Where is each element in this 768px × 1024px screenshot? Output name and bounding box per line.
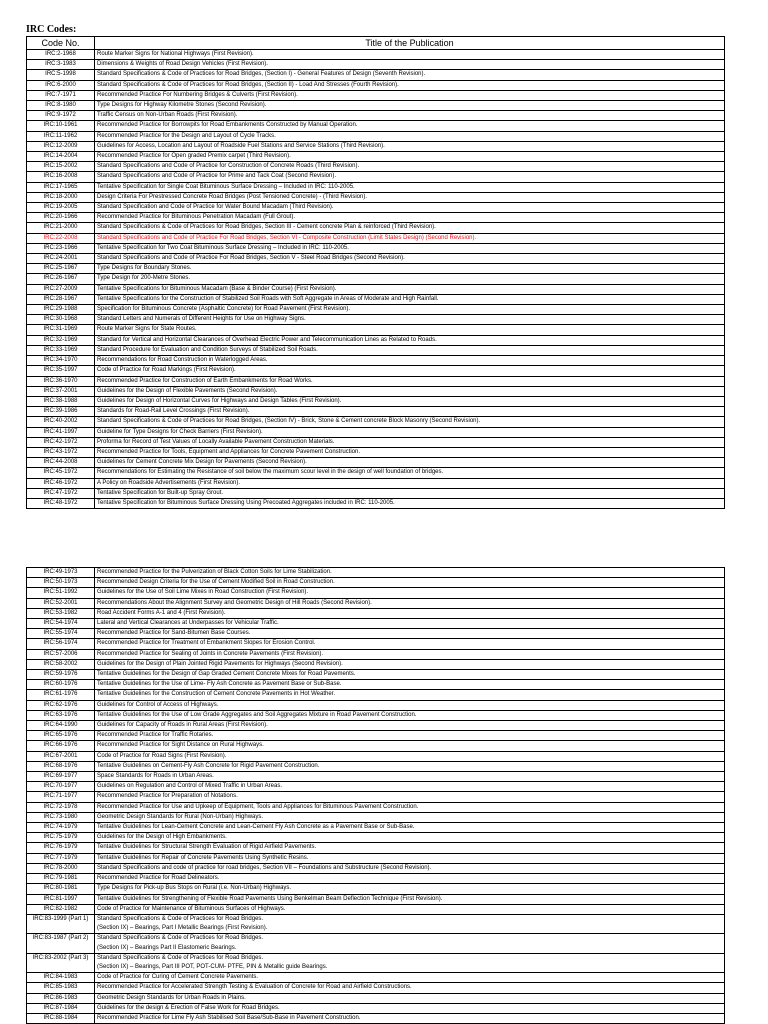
code-cell: IRC:8-1980 xyxy=(27,101,95,111)
code-cell: IRC:58-2002 xyxy=(27,659,95,669)
code-cell: IRC:47-1972 xyxy=(27,488,95,498)
table-row xyxy=(27,121,725,131)
table-row xyxy=(27,874,725,884)
title-cell: Geometric Design Standards for Rural (Non-Urban) Highways. xyxy=(95,812,725,822)
table-row xyxy=(27,131,725,141)
code-cell: IRC:12-2009 xyxy=(27,141,95,151)
code-cell: IRC:72-1978 xyxy=(27,802,95,812)
code-cell: IRC:67-2001 xyxy=(27,751,95,761)
table-row xyxy=(27,101,725,111)
title-cell: Guidelines for the design & Erection of False Work for Road Bridges. xyxy=(95,1003,725,1013)
code-cell: IRC:83-1999 (Part 1) xyxy=(27,914,95,933)
title-cell: Standard for Vertical and Horizontal Clearances of Overhead Electric Power and Telecommunication Lines as Related to Roads. xyxy=(95,335,725,345)
title-cell: Recommended Practice for Road Delineators. xyxy=(95,874,725,884)
table-row xyxy=(27,823,725,833)
table-row xyxy=(27,152,725,162)
title-cell: Recommended Practice For Numbering Bridges & Culverts (First Revision). xyxy=(95,90,725,100)
code-cell: IRC:76-1979 xyxy=(27,843,95,853)
title-cell: Tentative Specification for Bituminous Surface Dressing Using Precoated Aggregates included in IRC: 110-2005. xyxy=(95,498,725,508)
table-row xyxy=(27,223,725,233)
table-row xyxy=(27,812,725,822)
title-line: Standard Specifications & Code of Practices for Road Bridges. xyxy=(97,915,264,922)
title-cell: Recommended Practice for Tools, Equipment and Appliances for Concrete Pavement Construction. xyxy=(95,447,725,457)
title-cell: Tentative Guidelines for the Design of Gap Graded Cement Concrete Mixes for Road Pavements. xyxy=(95,670,725,680)
code-cell: IRC:40-2002 xyxy=(27,417,95,427)
code-cell: IRC:19-2005 xyxy=(27,203,95,213)
table-row xyxy=(27,254,725,264)
code-cell: IRC:49-1973 xyxy=(27,568,95,578)
table-row xyxy=(27,80,725,90)
title-cell: Geometric Design Standards for Urban Roads in Plains. xyxy=(95,993,725,1003)
title-cell: Proforma for Record of Test Values of Locally Available Pavement Construction Materials. xyxy=(95,437,725,447)
table-row xyxy=(27,833,725,843)
code-cell: IRC:30-1968 xyxy=(27,315,95,325)
code-cell: IRC:42-1972 xyxy=(27,437,95,447)
title-cell: Standard Specifications and Code of Practice For Road Bridges, Section V - Steel Road Bridges (Second Revision). xyxy=(95,254,725,264)
code-cell: IRC:69-1977 xyxy=(27,772,95,782)
code-cell: IRC:57-2006 xyxy=(27,649,95,659)
code-cell: IRC:60-1976 xyxy=(27,680,95,690)
code-cell: IRC:70-1977 xyxy=(27,782,95,792)
table-row xyxy=(27,731,725,741)
table-row xyxy=(27,305,725,315)
code-cell: IRC:62-1976 xyxy=(27,700,95,710)
title-cell: Tentative Guidelines for the Use of Lime- Fly Ash Concrete as Pavement Base or Sub-Base. xyxy=(95,680,725,690)
title-cell: Tentative Specification for Single Coat Bituminous Surface Dressing – Included in IRC: 110-2005. xyxy=(95,182,725,192)
table-row xyxy=(27,315,725,325)
irc-codes-table-1 xyxy=(26,36,725,509)
code-cell: IRC:7-1971 xyxy=(27,90,95,100)
table-row xyxy=(27,376,725,386)
code-cell: IRC:79-1981 xyxy=(27,874,95,884)
code-cell: IRC:71-1977 xyxy=(27,792,95,802)
title-cell: Tentative Specification for Built-up Spray Grout. xyxy=(95,488,725,498)
code-cell: IRC:52-2001 xyxy=(27,598,95,608)
table-row xyxy=(27,608,725,618)
table-row xyxy=(27,973,725,983)
title-cell: Type Designs for Pick-up Bus Stops on Rural (i.e. Non-Urban) Highways. xyxy=(95,884,725,894)
table-row xyxy=(27,953,725,972)
code-cell: IRC:50-1973 xyxy=(27,578,95,588)
table-row xyxy=(27,233,725,243)
table-header-row xyxy=(27,37,725,50)
table-row xyxy=(27,294,725,304)
table-row xyxy=(27,721,725,731)
title-cell: Recommended Practice for Lime Fly Ash Stabilised Soil Base/Sub-Base in Pavement Construction. xyxy=(95,1013,725,1023)
table-row xyxy=(27,356,725,366)
code-cell: IRC:88-1984 xyxy=(27,1013,95,1023)
title-cell: Tentative Guidelines for Repair of Concrete Pavements Using Synthetic Resins. xyxy=(95,853,725,863)
title-line: Standard Specifications & Code of Practices for Road Bridges. xyxy=(97,935,264,942)
table-row xyxy=(27,843,725,853)
code-cell: IRC:39-1986 xyxy=(27,407,95,417)
table-row xyxy=(27,761,725,771)
title-cell xyxy=(95,934,725,953)
title-cell: Lateral and Vertical Clearances at Underpasses for Vehicular Traffic. xyxy=(95,619,725,629)
table-row xyxy=(27,690,725,700)
title-column-header: Title of the Publication xyxy=(95,37,725,50)
table-row xyxy=(27,700,725,710)
table-row xyxy=(27,325,725,335)
title-cell: Dimensions & Weights of Road Design Vehicles (First Revision). xyxy=(95,60,725,70)
table-row xyxy=(27,162,725,172)
code-cell: IRC:18-2000 xyxy=(27,192,95,202)
title-cell: Standard Procedure for Evaluation and Condition Surveys of Stabilized Soil Roads. xyxy=(95,345,725,355)
table-row xyxy=(27,345,725,355)
code-cell: IRC:46-1972 xyxy=(27,478,95,488)
title-cell: Road Accident Forms A-1 and 4 (First Revision). xyxy=(95,608,725,618)
table-row xyxy=(27,792,725,802)
table-row xyxy=(27,335,725,345)
table-row xyxy=(27,853,725,863)
table-row xyxy=(27,659,725,669)
title-cell: Specification for Bituminous Concrete (Asphaltic Concrete) for Road Pavement (First Revision). xyxy=(95,305,725,315)
code-cell: IRC:26-1967 xyxy=(27,274,95,284)
code-cell: IRC:51-1992 xyxy=(27,588,95,598)
title-cell: Guidelines for Cement Concrete Mix Design for Pavements (Second Revision). xyxy=(95,458,725,468)
table-row xyxy=(27,447,725,457)
code-cell: IRC:59-1976 xyxy=(27,670,95,680)
title-cell: Recommended Design Criteria for the Use of Cement Modified Soil in Road Construction. xyxy=(95,578,725,588)
table-row xyxy=(27,983,725,993)
code-cell: IRC:31-1969 xyxy=(27,325,95,335)
code-cell: IRC:54-1974 xyxy=(27,619,95,629)
title-cell: Recommended Practice for Treatment of Embankment Slopes for Erosion Control. xyxy=(95,639,725,649)
code-cell: IRC:55-1974 xyxy=(27,629,95,639)
table-row xyxy=(27,478,725,488)
code-cell: IRC:85-1983 xyxy=(27,983,95,993)
title-cell: Recommended Practice for the Design and Layout of Cycle Tracks. xyxy=(95,131,725,141)
code-cell: IRC:87-1984 xyxy=(27,1003,95,1013)
title-cell: Standard Letters and Numerals of Different Heights for Use on Highway Signs. xyxy=(95,315,725,325)
title-cell: Route Marker Signs for State Routes. xyxy=(95,325,725,335)
table-row xyxy=(27,50,725,60)
title-cell: Guidelines for the Design of Plain Jointed Rigid Pavements for Highways (Second Revision). xyxy=(95,659,725,669)
code-cell: IRC:23-1966 xyxy=(27,243,95,253)
title-cell: Recommended Practice for Sand-Bitumen Base Courses. xyxy=(95,629,725,639)
title-cell: Standard Specifications & Code of Practices for Road Bridges, (Section II) - Load And Stresses (Fourth Revision). xyxy=(95,80,725,90)
table-row xyxy=(27,417,725,427)
title-cell: Recommended Practice for Accelerated Strength Testing & Evaluation of Concrete for Road and Airfield Constructions. xyxy=(95,983,725,993)
title-line: Standard Specifications & Code of Practices for Road Bridges. xyxy=(97,954,264,961)
table-row xyxy=(27,894,725,904)
code-cell: IRC:16-2008 xyxy=(27,172,95,182)
title-cell: Type Design for 200-Metre Stones. xyxy=(95,274,725,284)
table-row xyxy=(27,386,725,396)
title-cell: Standard Specifications & Code of Practices for Road Bridges, (Section I) - General Features of Design (Seventh Revision). xyxy=(95,70,725,80)
table-row xyxy=(27,993,725,1003)
table-row xyxy=(27,172,725,182)
title-cell: Design Criteria For Prestressed Concrete Road Bridges (Post Tensioned Concrete) - (Third Revision). xyxy=(95,192,725,202)
title-cell: Recommended Practice for Borrowpits for Road Embankments Constructed by Manual Operation. xyxy=(95,121,725,131)
table-row xyxy=(27,192,725,202)
title-cell: Recommended Practice for Traffic Rotaries. xyxy=(95,731,725,741)
code-cell: IRC:29-1988 xyxy=(27,305,95,315)
table-row xyxy=(27,458,725,468)
table-row xyxy=(27,680,725,690)
code-cell: IRC:45-1972 xyxy=(27,468,95,478)
table-row xyxy=(27,619,725,629)
table-row xyxy=(27,884,725,894)
code-cell: IRC:33-1969 xyxy=(27,345,95,355)
code-cell: IRC:86-1983 xyxy=(27,993,95,1003)
table-row xyxy=(27,284,725,294)
title-line: (Section IX) – Bearings, Part I Metallic Bearings (First Revision). xyxy=(97,925,268,932)
title-cell: Guidelines for Design of Horizontal Curves for Highways and Design Tables (First Revision). xyxy=(95,396,725,406)
title-cell: Tentative Guidelines for Lean-Cement Concrete and Lean-Cement Fly Ash Concrete as a Pavement Base or Sub-Base. xyxy=(95,823,725,833)
table-row xyxy=(27,90,725,100)
code-cell: IRC:21-2000 xyxy=(27,223,95,233)
table-row xyxy=(27,904,725,914)
table-row xyxy=(27,588,725,598)
title-cell: Recommended Practice for Construction of Earth Embankments for Road Works. xyxy=(95,376,725,386)
table-row xyxy=(27,639,725,649)
title-cell: Type Designs for Highway Kilometre Stones (Second Revision). xyxy=(95,101,725,111)
title-cell: Recommended Practice for Open graded Premix carpet (Third Revision). xyxy=(95,152,725,162)
code-cell: IRC:9-1972 xyxy=(27,111,95,121)
title-cell xyxy=(95,953,725,972)
table-row xyxy=(27,488,725,498)
title-cell: Tentative Specifications for the Construction of Stabilized Soil Roads with Soft Aggregate in Areas of Moderate and High Rainfall. xyxy=(95,294,725,304)
code-cell: IRC:22-2008 xyxy=(27,233,95,243)
title-cell: Guidelines for Control of Access of Highways. xyxy=(95,700,725,710)
title-cell: Route Marker Signs for National Highways (First Revision). xyxy=(95,50,725,60)
title-cell: Recommended Practice for Sealing of Joints in Concrete Pavements (First Revision). xyxy=(95,649,725,659)
title-cell: Recommendations for Estimating the Resistance of soil below the maximum scour level in the design of well foundation of bridges. xyxy=(95,468,725,478)
title-cell: Recommended Practice for Bituminous Penetration Macadam (Full Grout). xyxy=(95,213,725,223)
title-cell: Guideline for Type Designs for Check Barriers (First Revision). xyxy=(95,427,725,437)
code-cell: IRC:78-2000 xyxy=(27,863,95,873)
code-cell: IRC:36-1970 xyxy=(27,376,95,386)
table-row xyxy=(27,934,725,953)
code-cell: IRC:17-1965 xyxy=(27,182,95,192)
code-cell: IRC:3-1983 xyxy=(27,60,95,70)
title-cell: Tentative Guidelines on Cement-Fly Ash Concrete for Rigid Pavement Construction. xyxy=(95,761,725,771)
table-row xyxy=(27,629,725,639)
table-row xyxy=(27,427,725,437)
code-cell: IRC:14-2004 xyxy=(27,152,95,162)
table-row xyxy=(27,182,725,192)
code-cell: IRC:63-1976 xyxy=(27,710,95,720)
code-cell: IRC:56-1974 xyxy=(27,639,95,649)
table-row xyxy=(27,396,725,406)
title-cell: Guidelines for the Design of High Embankments. xyxy=(95,833,725,843)
title-cell: Tentative Specifications for Bituminous Macadam (Base & Binder Course) (First Revision). xyxy=(95,284,725,294)
table-row xyxy=(27,407,725,417)
title-cell: Standard Specification and Code of Practice for Water Bound Macadam (Third Revision). xyxy=(95,203,725,213)
code-cell: IRC:61-1976 xyxy=(27,690,95,700)
table-row xyxy=(27,598,725,608)
code-cell: IRC:83-2002 (Part 3) xyxy=(27,953,95,972)
title-cell: Code of Practice for Road Signs (First Revision). xyxy=(95,751,725,761)
code-cell: IRC:10-1961 xyxy=(27,121,95,131)
code-cell: IRC:81-1997 xyxy=(27,894,95,904)
code-cell: IRC:77-1979 xyxy=(27,853,95,863)
code-cell: IRC:28-1967 xyxy=(27,294,95,304)
title-cell: Recommendations About the Alignment Survey and Geometric Design of Hill Roads (Second Revision). xyxy=(95,598,725,608)
code-column-header: Code No. xyxy=(27,37,95,50)
code-cell: IRC:73-1980 xyxy=(27,812,95,822)
table-row xyxy=(27,498,725,508)
irc-codes-table-2 xyxy=(26,567,725,1024)
code-cell: IRC:34-1970 xyxy=(27,356,95,366)
title-cell: Standard Specifications and Code of Practice for Prime and Tack Coat (Second Revision). xyxy=(95,172,725,182)
table-row xyxy=(27,203,725,213)
title-cell: Tentative Guidelines for the Construction of Cement Concrete Pavements in Hot Weather. xyxy=(95,690,725,700)
title-cell: Standard Specifications and Code of Practice For Road Bridges, Section VI - Composite Construction (Limit States Design) (Second Revision). xyxy=(95,233,725,243)
table-row xyxy=(27,70,725,80)
title-cell: Guidelines for the Use of Soil Lime Mixes in Road Construction (First Revision). xyxy=(95,588,725,598)
title-cell: Guidelines on Regulation and Control of Mixed Traffic in Urban Areas. xyxy=(95,782,725,792)
title-cell: Code of Practice for Maintenance of Bituminous Surfaces of Highways. xyxy=(95,904,725,914)
code-cell: IRC:41-1997 xyxy=(27,427,95,437)
table-row xyxy=(27,649,725,659)
code-cell: IRC:83-1987 (Part 2) xyxy=(27,934,95,953)
code-cell: IRC:5-1998 xyxy=(27,70,95,80)
code-cell: IRC:27-2009 xyxy=(27,284,95,294)
title-cell: Guidelines for the Design of Flexible Pavements (Second Revision). xyxy=(95,386,725,396)
table-row xyxy=(27,772,725,782)
page-heading: IRC Codes: xyxy=(26,24,77,35)
code-cell: IRC:20-1966 xyxy=(27,213,95,223)
code-cell: IRC:75-1979 xyxy=(27,833,95,843)
title-cell: Guidelines for Capacity of Roads in Rural Areas (First Revision). xyxy=(95,721,725,731)
code-cell: IRC:35-1997 xyxy=(27,366,95,376)
code-cell: IRC:37-2001 xyxy=(27,386,95,396)
table-row xyxy=(27,243,725,253)
code-cell: IRC:64-1990 xyxy=(27,721,95,731)
table-row xyxy=(27,213,725,223)
title-cell: Standard Specifications & Code of Practices for Road Bridges, (Section IV) - Brick, Stone & Cement concrete Block Masonry (Second Revision). xyxy=(95,417,725,427)
table-row xyxy=(27,578,725,588)
title-cell: Tentative Guidelines for Strengthening of Flexible Road Pavements Using Benkelman Beam Deflection Technique (First Revision). xyxy=(95,894,725,904)
code-cell: IRC:82-1982 xyxy=(27,904,95,914)
title-cell: Standard Specifications and code of practice for road bridges, Section VII – Foundations and Substructure (Second Revision). xyxy=(95,863,725,873)
title-cell xyxy=(95,914,725,933)
title-cell: Space Standards for Roads in Urban Areas. xyxy=(95,772,725,782)
title-cell: Tentative Guidelines for the Use of Low Grade Aggregates and Soil Aggregates Mixture in Road Pavement Construction. xyxy=(95,710,725,720)
title-line: (Section IX) – Bearings, Part III POT, POT-CUM- PTFE, PIN & Metallic guide Bearings. xyxy=(97,963,328,970)
table-row xyxy=(27,264,725,274)
title-cell: Recommended Practice for Sight Distance on Rural Highways. xyxy=(95,741,725,751)
table-row xyxy=(27,111,725,121)
code-cell: IRC:24-2001 xyxy=(27,254,95,264)
code-cell: IRC:48-1972 xyxy=(27,498,95,508)
code-cell: IRC:53-1982 xyxy=(27,608,95,618)
code-cell: IRC:25-1967 xyxy=(27,264,95,274)
code-cell: IRC:74-1979 xyxy=(27,823,95,833)
table-row xyxy=(27,1003,725,1013)
table-row xyxy=(27,468,725,478)
title-cell: Recommended Practice for Preparation of Notations. xyxy=(95,792,725,802)
table-row xyxy=(27,802,725,812)
table-row xyxy=(27,782,725,792)
code-cell: IRC:11-1962 xyxy=(27,131,95,141)
table-row xyxy=(27,710,725,720)
title-cell: Guidelines for Access, Location and Layout of Roadside Fuel Stations and Service Stations (Third Revision). xyxy=(95,141,725,151)
code-cell: IRC:6-2000 xyxy=(27,80,95,90)
table-row xyxy=(27,141,725,151)
table-row xyxy=(27,741,725,751)
title-cell: Tentative Specification for Two Coat Bituminous Surface Dressing – Included in IRC: 110-2005. xyxy=(95,243,725,253)
code-cell: IRC:15-2002 xyxy=(27,162,95,172)
title-cell: Code of Practice for Curing of Cement Concrete Pavements. xyxy=(95,973,725,983)
title-cell: Traffic Census on Non-Urban Roads (First Revision). xyxy=(95,111,725,121)
table-row xyxy=(27,670,725,680)
table-row xyxy=(27,751,725,761)
code-cell: IRC:2-1968 xyxy=(27,50,95,60)
title-cell: Tentative Guidelines for Structural Strength Evaluation of Rigid Airfield Pavements. xyxy=(95,843,725,853)
code-cell: IRC:80-1981 xyxy=(27,884,95,894)
title-cell: Standard Specifications & Code of Practices for Road Bridges, Section III - Cement concrete Plan & reinforced (Third Revision). xyxy=(95,223,725,233)
title-cell: Type Designs for Boundary Stones. xyxy=(95,264,725,274)
code-cell: IRC:65-1976 xyxy=(27,731,95,741)
code-cell: IRC:32-1969 xyxy=(27,335,95,345)
table-row xyxy=(27,914,725,933)
title-line: (Section IX) – Bearings Part II Elastomeric Bearings. xyxy=(97,944,237,951)
table-row xyxy=(27,1013,725,1023)
table-row xyxy=(27,568,725,578)
title-cell: Recommendations for Road Construction in Waterlogged Areas. xyxy=(95,356,725,366)
table-row xyxy=(27,274,725,284)
table-row xyxy=(27,366,725,376)
title-cell: Code of Practice for Road Markings (First Revision). xyxy=(95,366,725,376)
table-row xyxy=(27,60,725,70)
code-cell: IRC:66-1976 xyxy=(27,741,95,751)
code-cell: IRC:84-1983 xyxy=(27,973,95,983)
title-cell: Standard Specifications and Code of Practice for Construction of Concrete Roads (Third Revision). xyxy=(95,162,725,172)
title-cell: Standards for Road-Rail Level Crossings (First Revision). xyxy=(95,407,725,417)
code-cell: IRC:38-1988 xyxy=(27,396,95,406)
code-cell: IRC:43-1972 xyxy=(27,447,95,457)
code-cell: IRC:44-2008 xyxy=(27,458,95,468)
title-cell: Recommended Practice for the Pulverization of Black Cotton Soils for Lime Stabilization. xyxy=(95,568,725,578)
code-cell: IRC:68-1976 xyxy=(27,761,95,771)
title-cell: A Policy on Roadside Advertisements (First Revision). xyxy=(95,478,725,488)
title-cell: Recommended Practice for Use and Upkeep of Equipment, Tools and Appliances for Bituminous Pavement Construction. xyxy=(95,802,725,812)
table-row xyxy=(27,437,725,447)
table-row xyxy=(27,863,725,873)
